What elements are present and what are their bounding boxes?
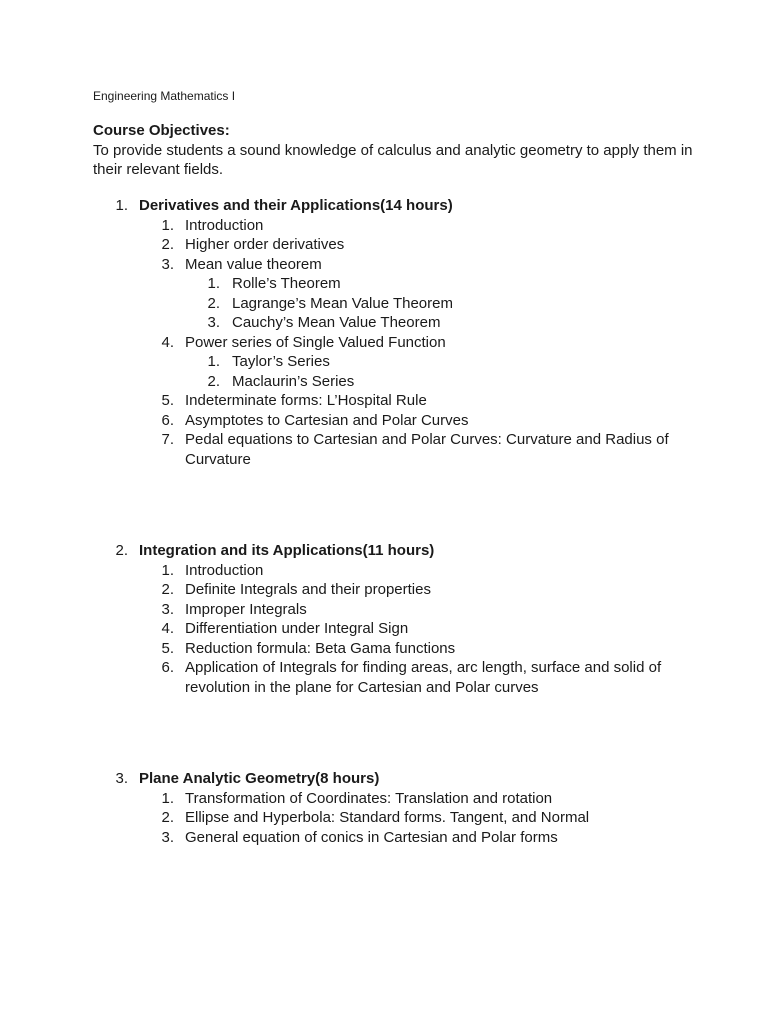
unit-heading [0,196,768,216]
unit-heading [0,541,768,561]
list-item-text: Power series of Single Valued Function [185,333,446,351]
list-item-text: Ellipse and Hyperbola: Standard forms. Tangent, and Normal [185,809,590,826]
list-item-text: Higher order derivatives [185,236,345,253]
list-item-text: Indeterminate forms: L’Hospital Rule [185,392,427,409]
list-item [0,580,768,600]
list-item [0,561,768,581]
list-item-text: Asymptotes to Cartesian and Polar Curves [185,411,469,429]
sub-list-item-number: 3. [207,314,220,331]
list-item-number: 2. [161,236,174,253]
list-item-number: 1. [161,789,174,807]
unit-title: Plane Analytic Geometry(8 hours) [139,770,380,787]
list-item-number: 1. [161,561,174,579]
list-item-text: Introduction [185,216,264,234]
list-item-text: Reduction formula: Beta Gama functions [185,639,456,657]
list-item-text: General equation of conics in Cartesian and Polar forms [185,828,558,846]
sub-list-item [0,352,768,372]
list-item-number: 1. [161,216,174,234]
list-item-text: Improper Integrals [185,600,307,618]
list-item [0,658,768,697]
sub-list-item-text: Maclaurin’s Series [232,372,355,390]
list-item [0,235,768,255]
sub-list-item-number: 1. [207,353,220,370]
unit-number: 2. [115,542,128,559]
sub-list-item [0,372,768,392]
document-title: Engineering Mathematics I [93,89,236,103]
list-item-number: 6. [161,411,174,429]
list-item-text: Introduction [185,561,264,579]
list-item-text: Application of Integrals for finding areas, arc length, surface and solid of revolution in the plane for Cartesian and Polar curves [185,659,662,696]
list-item-text: Transformation of Coordinates: Translation and rotation [185,789,553,807]
sub-list-item-number: 2. [207,372,220,390]
sub-list-item-text: Lagrange’s Mean Value Theorem [232,294,453,312]
list-item-number: 5. [161,639,174,657]
list-item-text: Differentiation under Integral Sign [185,620,409,637]
objectives-heading: Course Objectives: [93,122,230,139]
sub-list-item-text: Rolle’s Theorem [232,275,341,292]
list-item [0,411,768,431]
unit-title: Integration and its Applications(11 hours) [139,542,435,559]
sub-list-item-text: Taylor’s Series [232,353,330,370]
unit-heading [0,769,768,789]
unit-title: Derivatives and their Applications(14 hours) [139,197,453,214]
list-item [0,333,768,353]
list-item-number: 7. [161,431,174,448]
sub-list-item [0,274,768,294]
list-item-number: 3. [161,600,174,618]
list-item [0,828,768,848]
list-item-number: 4. [161,333,174,351]
list-item-number: 2. [161,809,174,826]
unit-number: 1. [115,197,128,214]
sub-list-item-number: 2. [207,294,220,312]
list-item [0,255,768,275]
list-item [0,789,768,809]
sub-list-item-number: 1. [207,275,220,292]
list-item [0,391,768,411]
list-item [0,430,768,469]
list-item-number: 2. [161,581,174,598]
sub-list-item [0,294,768,314]
course-objectives [93,121,693,180]
list-item [0,808,768,828]
list-item-number: 6. [161,659,174,676]
list-item-text: Mean value theorem [185,255,322,273]
list-item [0,639,768,659]
list-item [0,216,768,236]
list-item [0,600,768,620]
list-item-number: 5. [161,392,174,409]
list-item-number: 3. [161,255,174,273]
unit-section [0,769,768,847]
unit-section [0,196,768,469]
list-item-number: 4. [161,620,174,637]
list-item [0,619,768,639]
list-item-text: Pedal equations to Cartesian and Polar Curves: Curvature and Radius of Curvature [185,431,669,468]
list-item-text: Definite Integrals and their properties [185,581,431,598]
sub-list-item-text: Cauchy’s Mean Value Theorem [232,314,441,331]
objectives-text: To provide students a sound knowledge of calculus and analytic geometry to apply them in their relevant fields. [93,141,693,178]
list-item-number: 3. [161,828,174,846]
unit-number: 3. [115,770,128,787]
unit-section [0,541,768,697]
sub-list-item [0,313,768,333]
